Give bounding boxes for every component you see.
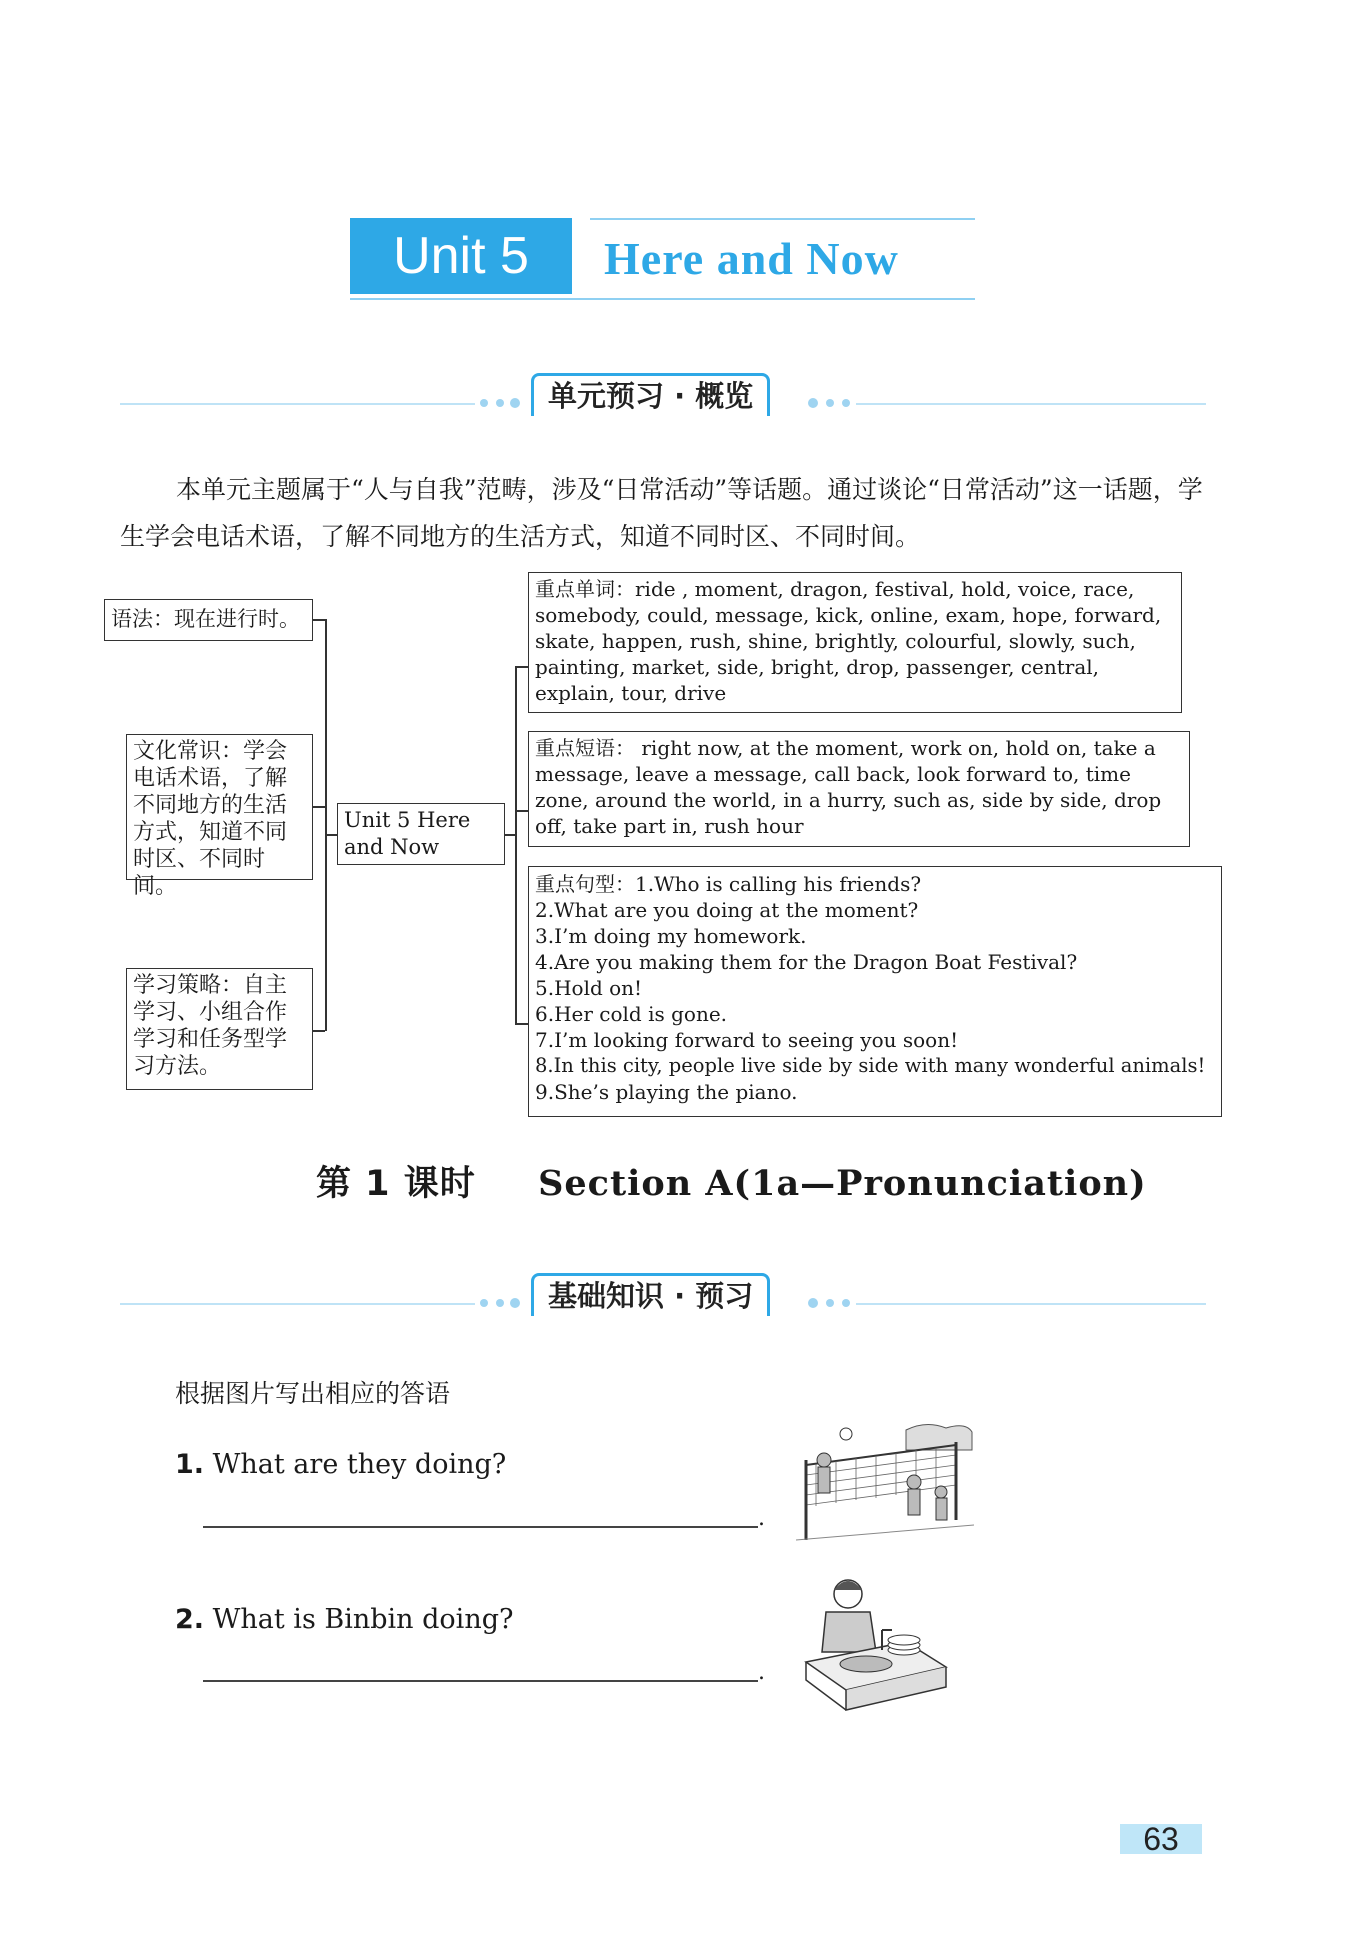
divider-dot bbox=[496, 399, 504, 407]
question-2 bbox=[175, 1604, 513, 1635]
question-1 bbox=[175, 1449, 506, 1480]
sentence-item: 1.Who is calling his friends? bbox=[635, 872, 922, 896]
sentence-item: 2.What are you doing at the moment? bbox=[535, 898, 919, 922]
unit-label: Unit 5 bbox=[350, 218, 572, 294]
answer-period: . bbox=[758, 1506, 765, 1531]
page-number: 63 bbox=[1120, 1824, 1202, 1854]
mindmap-key-sentences bbox=[528, 866, 1222, 1117]
answer-period: . bbox=[758, 1660, 765, 1685]
question-text: What is Binbin doing? bbox=[212, 1604, 514, 1635]
lesson-period: 第 1 课时 bbox=[316, 1164, 476, 1204]
answer-line[interactable] bbox=[203, 1526, 758, 1528]
mindmap-connector bbox=[325, 834, 337, 836]
exercise-instruction: 根据图片写出相应的答语 bbox=[175, 1379, 451, 1408]
divider-dot bbox=[480, 399, 488, 407]
mindmap-culture: 文化常识：学会电话术语，了解不同地方的生活方式，知道不同时区、不同时间。 bbox=[126, 734, 313, 880]
divider-dot bbox=[808, 1298, 818, 1308]
question-number: 2. bbox=[175, 1604, 205, 1635]
section-heading-basics: 基础知识 · 预习 bbox=[531, 1273, 770, 1316]
unit-title: Here and Now bbox=[604, 233, 899, 284]
unit-header-top-line bbox=[590, 218, 975, 220]
divider-dot bbox=[496, 1299, 504, 1307]
mindmap-key-words: 重点单词：ride , moment, dragon, festival, hold, voice, race, somebody, could, message, kick, online, exam, hope, forward, skate, happen, rush, shine, brightly, colourful, slowly, such, painting, market, side, bright, drop, passenger, central, explain, tour, drive bbox=[528, 572, 1182, 713]
sentence-item: 6.Her cold is gone. bbox=[535, 1002, 728, 1026]
sentence-item: 4.Are you making them for the Dragon Boat Festival? bbox=[535, 950, 1078, 974]
sentence-item: 7.I’m looking forward to seeing you soon! bbox=[535, 1028, 959, 1052]
divider-dot bbox=[510, 1298, 520, 1308]
divider-dot bbox=[480, 1299, 488, 1307]
unit-intro-text: 本单元主题属于“人与自我”范畴，涉及“日常活动”等话题。通过谈论“日常活动”这一话题，学生学会电话术语，了解不同地方的生活方式，知道不同时区、不同时间。 bbox=[120, 475, 1203, 551]
mindmap-grammar: 语法：现在进行时。 bbox=[104, 599, 313, 641]
mindmap-center: Unit 5 Here and Now bbox=[337, 803, 505, 865]
mindmap-connector bbox=[313, 1030, 325, 1032]
section-divider-right bbox=[856, 1303, 1206, 1305]
mindmap-strategy: 学习策略：自主学习、小组合作学习和任务型学习方法。 bbox=[126, 968, 313, 1090]
question-number: 1. bbox=[175, 1449, 205, 1480]
washing-dishes-illustration bbox=[796, 1572, 948, 1714]
section-divider-right bbox=[856, 403, 1206, 405]
sentence-item: 3.I’m doing my homework. bbox=[535, 924, 807, 948]
mindmap-connector bbox=[515, 1023, 528, 1025]
unit-intro bbox=[120, 466, 1218, 560]
mindmap-connector bbox=[325, 619, 327, 1031]
question-text: What are they doing? bbox=[212, 1449, 507, 1480]
lesson-title bbox=[316, 1156, 1147, 1206]
mindmap-connector bbox=[515, 810, 528, 812]
mindmap-connector bbox=[515, 666, 517, 1024]
answer-line[interactable] bbox=[203, 1680, 758, 1682]
mindmap-connector bbox=[515, 666, 528, 668]
section-divider-left bbox=[120, 1303, 475, 1305]
divider-dot bbox=[842, 1299, 850, 1307]
sentence-item: 5.Hold on! bbox=[535, 976, 643, 1000]
section-heading-preview: 单元预习 · 概览 bbox=[531, 373, 770, 416]
mindmap-connector bbox=[313, 619, 325, 621]
divider-dot bbox=[808, 398, 818, 408]
mindmap-connector bbox=[505, 834, 515, 836]
section-divider-left bbox=[120, 403, 475, 405]
volleyball-illustration bbox=[796, 1420, 974, 1560]
unit-header-bottom-line bbox=[350, 298, 975, 300]
divider-dot bbox=[842, 399, 850, 407]
divider-dot bbox=[826, 1299, 834, 1307]
divider-dot bbox=[510, 398, 520, 408]
sentences-label: 重点句型： bbox=[535, 872, 635, 896]
divider-dot bbox=[826, 399, 834, 407]
mindmap-key-phrases: 重点短语： right now, at the moment, work on, hold on, take a message, leave a message, call back, look forward to, time zone, around the world, in a hurry, such as, side by side, drop off, take part in, rush hour bbox=[528, 731, 1190, 847]
sentence-item: 8.In this city, people live side by side with many wonderful animals! bbox=[535, 1054, 1206, 1077]
mindmap-connector bbox=[313, 806, 325, 808]
sentence-item: 9.She’s playing the piano. bbox=[535, 1080, 798, 1104]
lesson-section: Section A(1a—Pronunciation) bbox=[538, 1163, 1147, 1204]
